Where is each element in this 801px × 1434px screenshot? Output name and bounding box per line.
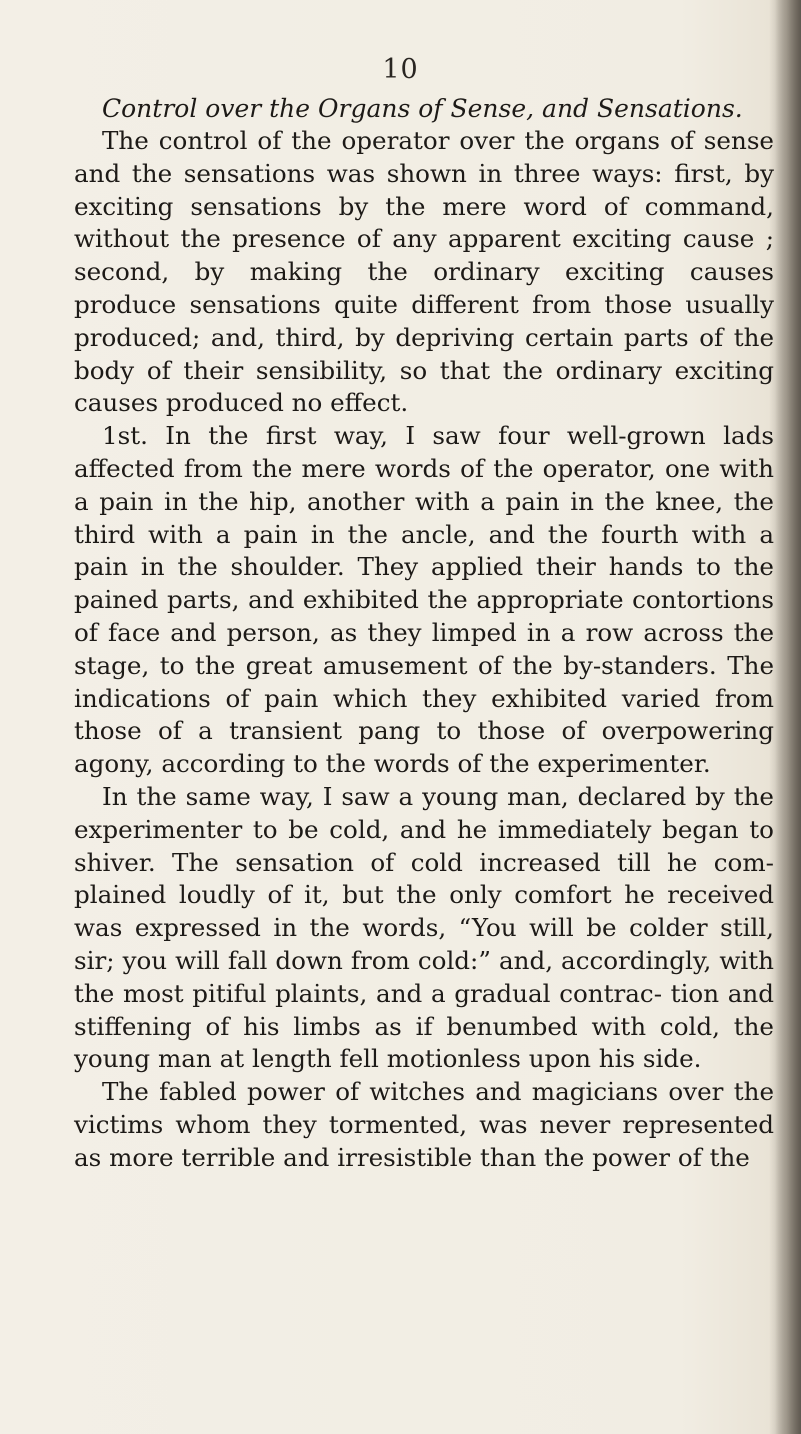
paragraph-3: In the same way, I saw a young man, declared by the experimenter to be cold, and he immediately began to shiver. The sensation of cold increased till he com- plained loudly of it, but the only comfort he received was expressed in the words, “You will be colder still, sir; you will fall down from cold:” and, accordingly, with the most pitiful plaints, and a gradual contrac- tion and stiffening of his limbs as if benumbed with cold, the young man at length fell motionless upon his side. [74, 781, 774, 1074]
page-number: 10 [382, 54, 419, 85]
section-heading: Control over the Organs of Sense, and Sensations. [102, 94, 743, 123]
page-body [74, 92, 774, 1175]
page-edge-shadow [775, 0, 801, 1434]
paragraph-1: The control of the operator over the organs of sense and the sensations was shown in three ways: first, by exciting sensations by the mere word of command, without the presence of any apparent exciting cause ; second, by making the ordinary exciting causes produce sensations quite different from those usually produced; and, third, by depriving certain parts of the body of their sensibility, so that the ordinary exciting causes produced no effect. [74, 126, 774, 418]
paragraph-4: The fabled power of witches and magicians over the victims whom they tormented, was never represented as more terrible and irresistible than the power of the [74, 1077, 774, 1172]
paragraph-2: 1st. In the first way, I saw four well-grown lads affected from the mere words of the operator, one with a pain in the hip, another with a pain in the knee, the third with a pain in the ancle, and the fourth with a pain in the shoulder. They applied their hands to the pained parts, and exhibited the appropriate contortions of face and person, as they limped in a row across the stage, to the great amusement of the by-standers. The indications of pain which they exhibited varied from those of a transient pang to those of overpowering agony, according to the words of the experimenter. [74, 421, 774, 779]
